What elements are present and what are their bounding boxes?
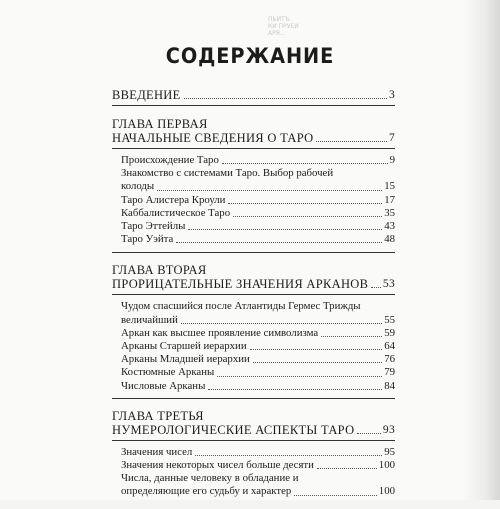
toc-item-page: 84	[384, 379, 395, 392]
toc-item-label: Каббалистическое Таро	[121, 206, 231, 219]
toc-intro-label: ВВЕДЕНИЕ	[112, 88, 181, 102]
dot-leader	[253, 362, 382, 363]
toc-item-label: Значения чисел	[121, 445, 193, 458]
toc-item-label: Знакомство с системами Таро. Выбор рабочей	[121, 167, 334, 180]
toc-item-page: 100	[378, 459, 395, 472]
toc-item[interactable]	[121, 233, 395, 246]
chapter-items	[112, 446, 395, 499]
chapter-page: 53	[382, 278, 395, 291]
toc-item-page: 35	[384, 206, 395, 219]
toc-item-label-cont: определяющие его судьбу и характер	[121, 485, 292, 498]
toc-intro-entry[interactable]	[112, 88, 395, 102]
toc-item-page: 48	[384, 233, 395, 246]
table-of-contents	[112, 88, 395, 509]
dot-leader	[317, 468, 377, 469]
toc-item-page: 76	[384, 353, 395, 366]
toc-item[interactable]	[121, 459, 395, 472]
toc-item[interactable]	[121, 380, 395, 393]
toc-item-label: Арканы Младшей иерархии	[121, 353, 250, 366]
chapter-items	[112, 300, 395, 392]
dot-leader	[250, 349, 383, 350]
toc-item-page: 95	[384, 445, 395, 458]
toc-item-label: Аркан как высшее проявление символизма	[121, 326, 319, 339]
toc-item-page: 43	[384, 220, 395, 233]
toc-item[interactable]	[121, 366, 395, 379]
toc-item-label: Чудом спасшийся после Атлантиды Гермес Трижды	[121, 300, 361, 313]
toc-item[interactable]	[121, 353, 395, 366]
section-divider	[112, 294, 395, 295]
toc-item-page: 15	[384, 180, 395, 193]
toc-item[interactable]	[121, 194, 395, 207]
chapter-title-entry[interactable]	[112, 277, 395, 291]
toc-item[interactable]	[121, 154, 395, 167]
dot-leader	[184, 98, 387, 99]
toc-item-label: Числа, данные человеку в обладание и	[121, 472, 299, 485]
chapter-items	[112, 154, 395, 246]
toc-item-label: Происхождение Таро	[121, 154, 219, 166]
toc-item-page: 59	[384, 326, 395, 339]
toc-item[interactable]	[121, 207, 395, 220]
bleed-through-text: ПЬИТЪ КИ ПРУЕИ АРЯ...	[268, 16, 299, 37]
toc-item-label: Таро Уэйта	[121, 233, 174, 246]
toc-item-label-cont: величайший	[121, 313, 178, 326]
toc-item-label: Таро Алистера Кроули	[121, 193, 226, 206]
chapter-title-entry[interactable]	[112, 423, 395, 437]
chapter-page: 93	[382, 423, 395, 436]
chapter-number: ГЛАВА ВТОРАЯ	[112, 263, 207, 278]
toc-chapter-1	[112, 117, 395, 253]
chapter-number: ГЛАВА ПЕРВАЯ	[112, 117, 208, 131]
toc-item-label: Значения некоторых чисел больше десяти	[121, 459, 314, 472]
dot-leader	[217, 376, 382, 377]
dot-leader	[208, 389, 382, 390]
chapter-title: НАЧАЛЬНЫЕ СВЕДЕНИЯ О ТАРО	[112, 131, 314, 145]
toc-item-label: Костюмные Арканы	[121, 366, 215, 379]
toc-item-label: Арканы Старшей иерархии	[121, 340, 247, 353]
dot-leader	[157, 190, 382, 191]
toc-item[interactable]	[121, 167, 395, 193]
toc-intro-section	[112, 88, 395, 106]
dot-leader	[181, 323, 382, 324]
dot-leader	[222, 163, 388, 164]
toc-item[interactable]	[121, 340, 395, 353]
chapter-number: ГЛАВА ТРЕТЬЯ	[112, 408, 204, 423]
toc-item-page: 100	[378, 485, 395, 498]
toc-chapter-2	[112, 263, 395, 398]
section-divider	[112, 440, 395, 441]
toc-item[interactable]	[121, 327, 395, 340]
chapter-title-entry[interactable]	[112, 131, 395, 145]
dot-leader	[188, 229, 382, 230]
page-title: СОДЕРЖАНИЕ	[165, 44, 335, 68]
toc-item[interactable]	[121, 300, 395, 326]
toc-item[interactable]	[121, 472, 395, 498]
toc-item-label-cont: колоды	[121, 180, 155, 193]
toc-item[interactable]	[121, 446, 395, 459]
toc-item-page: 79	[384, 366, 395, 379]
toc-item-label: Таро Эттейлы	[121, 220, 186, 233]
chapter-page: 7	[388, 132, 395, 144]
dot-leader	[228, 203, 382, 204]
toc-item[interactable]	[121, 220, 395, 233]
toc-item-page: 55	[384, 313, 395, 326]
dot-leader	[195, 455, 382, 456]
dot-leader	[321, 336, 382, 337]
dot-leader	[294, 495, 377, 496]
toc-item-page: 9	[389, 154, 395, 166]
section-divider	[112, 398, 395, 399]
section-divider	[112, 105, 395, 106]
dot-leader	[176, 242, 382, 243]
toc-item-page: 64	[384, 340, 395, 353]
page-gutter-shadow	[464, 0, 500, 500]
section-divider	[112, 252, 395, 253]
chapter-title: НУМЕРОЛОГИЧЕСКИЕ АСПЕКТЫ ТАРО	[112, 422, 355, 437]
dot-leader	[316, 141, 386, 142]
dot-leader	[233, 216, 382, 217]
toc-intro-page: 3	[388, 89, 395, 101]
dot-leader	[371, 287, 381, 288]
section-divider	[112, 148, 395, 149]
toc-chapter-3	[112, 409, 395, 499]
chapter-title: ПРОРИЦАТЕЛЬНЫЕ ЗНАЧЕНИЯ АРКАНОВ	[112, 277, 369, 292]
toc-item-label: Числовые Арканы	[121, 379, 206, 392]
toc-item-page: 17	[384, 193, 395, 206]
dot-leader	[357, 433, 380, 434]
